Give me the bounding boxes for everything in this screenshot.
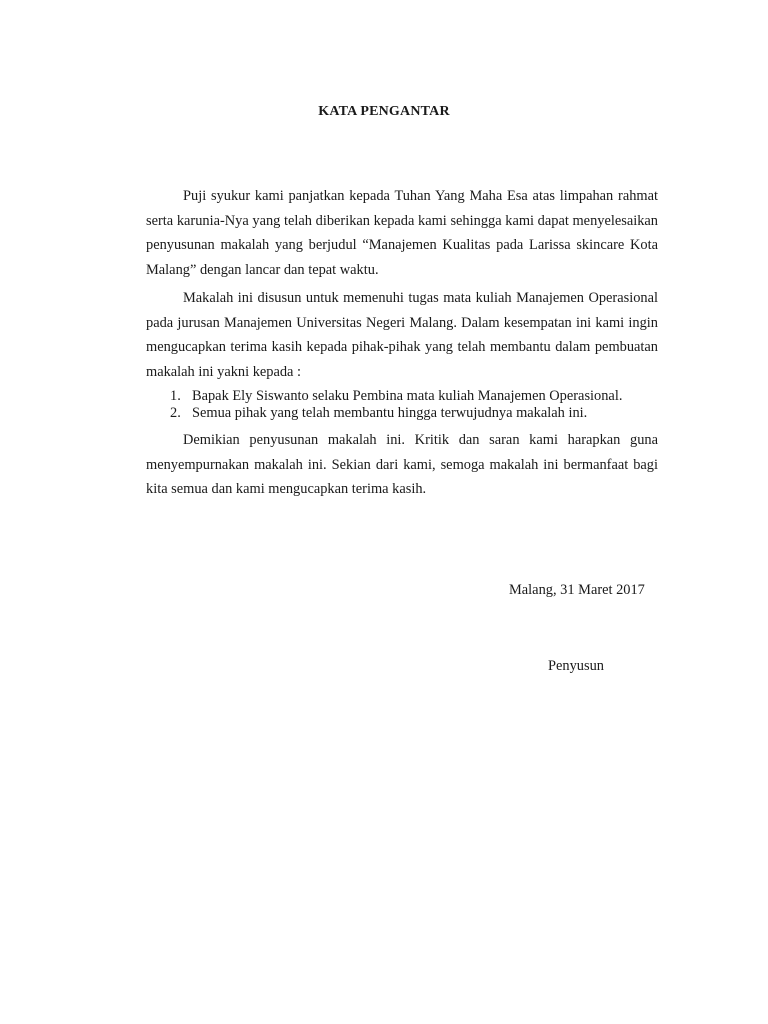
list-item-number: 2. xyxy=(170,404,181,421)
list-item xyxy=(146,405,658,422)
acknowledgement-list xyxy=(146,388,658,421)
place-date: Malang, 31 Maret 2017 xyxy=(509,582,645,598)
list-item-text: Semua pihak yang telah membantu hingga terwujudnya makalah ini. xyxy=(192,404,588,421)
list-item-text: Bapak Ely Siswanto selaku Pembina mata kuliah Manajemen Operasional. xyxy=(192,388,623,404)
paragraph-purpose: Makalah ini disusun untuk memenuhi tugas mata kuliah Manajemen Operasional pada jurusan Manajemen Universitas Negeri Malang. Dalam kesempatan ini kami ingin mengucapkan terima kasih kepada pihak-pihak yang telah membantu dalam pembuatan makalah ini yakni kepada : xyxy=(146,290,658,381)
paragraph-closing: Demikian penyusunan makalah ini. Kritik dan saran kami harapkan guna menyempurnakan makalah ini. Sekian dari kami, semoga makalah ini bermanfaat bagi kita semua dan kami mengucapkan terima kasih. xyxy=(146,432,658,498)
page-title: KATA PENGANTAR xyxy=(318,104,450,119)
list-item xyxy=(146,388,658,405)
paragraph-gratitude: Puji syukur kami panjatkan kepada Tuhan Yang Maha Esa atas limpahan rahmat serta karunia-Nya yang telah diberikan kepada kami sehingga kami dapat menyelesaikan penyusunan makalah yang berjudul “Manajemen Kualitas pada Larissa skincare Kota Malang” dengan lancar dan tepat waktu. xyxy=(146,188,658,279)
list-item-number: 1. xyxy=(170,388,181,404)
signer-label: Penyusun xyxy=(548,658,604,674)
